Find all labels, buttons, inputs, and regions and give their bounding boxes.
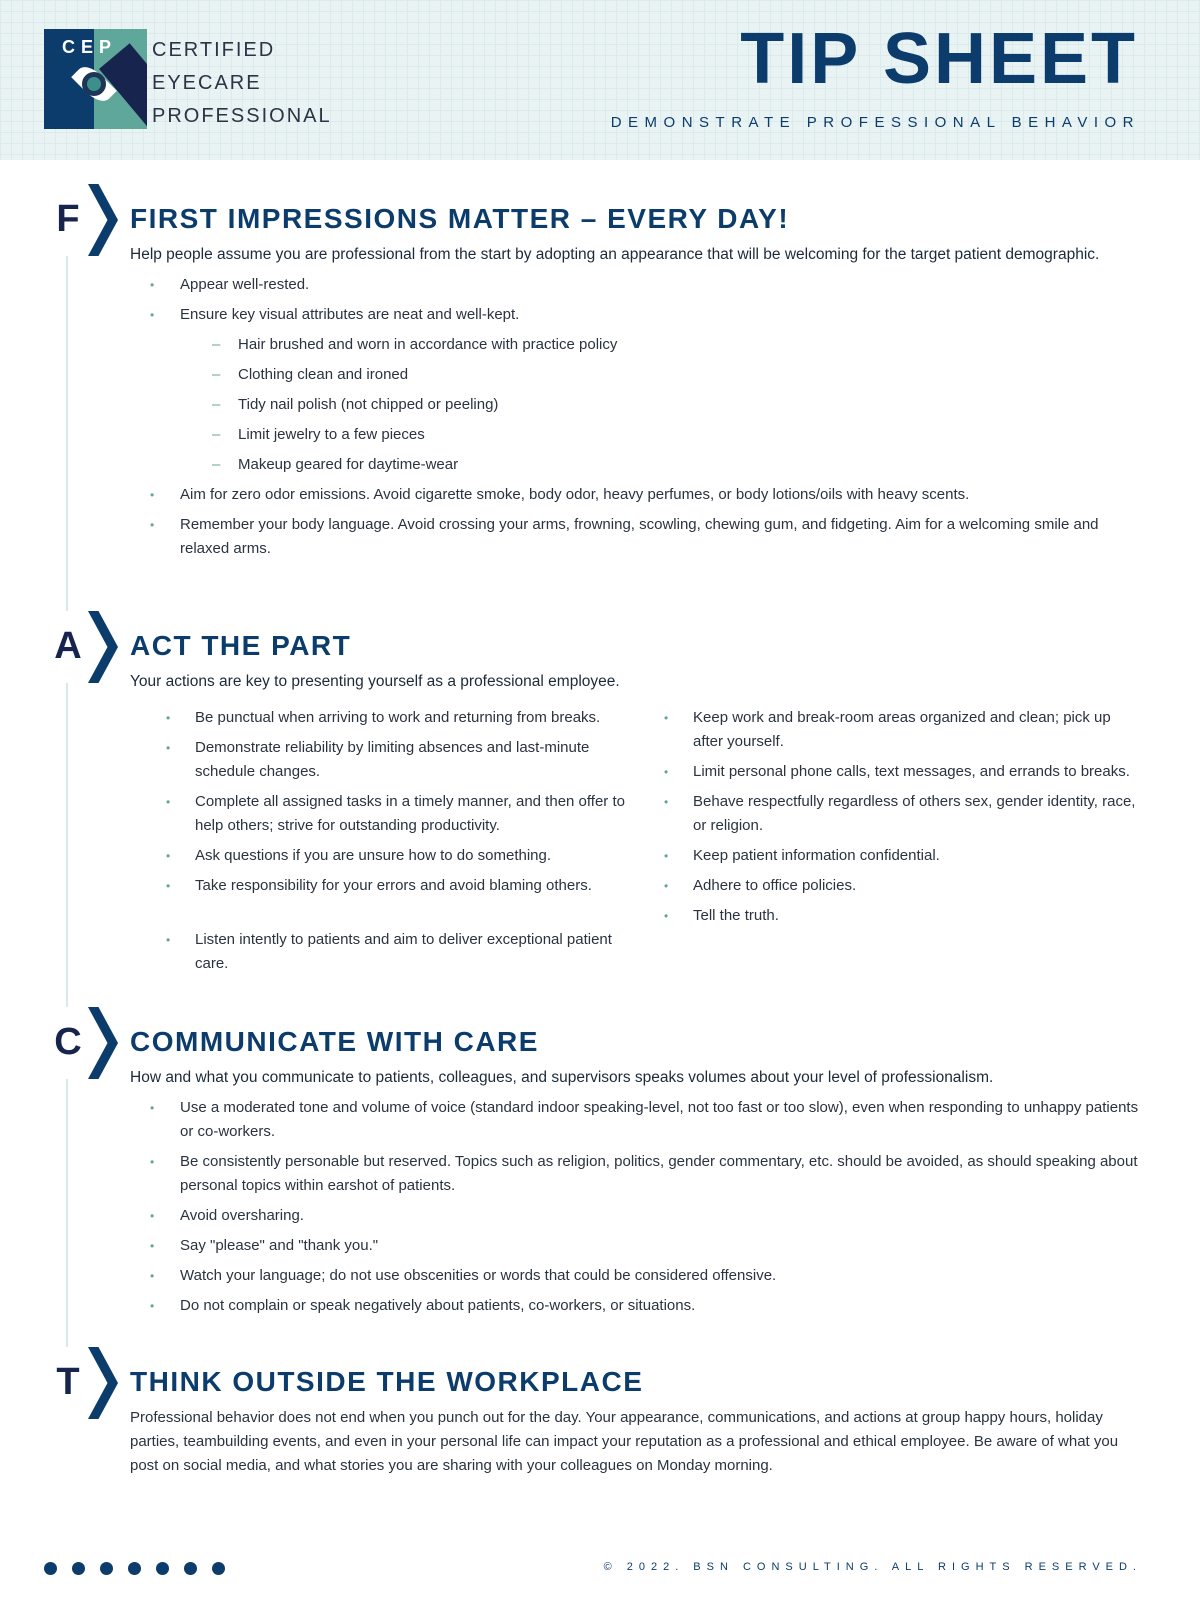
list-item: • Appear well-rested.	[130, 273, 1140, 297]
logo-line: CERTIFIED	[152, 39, 276, 61]
decorative-dots	[44, 1562, 225, 1575]
section-title: COMMUNICATE WITH CARE	[130, 1026, 539, 1057]
list-item: • Avoid oversharing.	[130, 1204, 1140, 1228]
list-item: • Remember your body language. Avoid crossing your arms, frowning, scowling, chewing gum, and fidgeting. Aim for a welcoming smile and relaxed arms.	[130, 513, 1140, 561]
list-item: • Keep work and break-room areas organized and clean; pick up after yourself.	[640, 706, 1140, 754]
list-item: • Demonstrate reliability by limiting absences and last-minute schedule changes.	[130, 736, 640, 784]
sub-list-item: – Makeup geared for daytime-wear	[130, 453, 1140, 477]
list-item: • Behave respectfully regardless of others sex, gender identity, race, or religion.	[640, 790, 1140, 838]
badge-letter: F	[56, 198, 80, 240]
sub-list-item: – Tidy nail polish (not chipped or peeling)	[130, 393, 1140, 417]
list-item: • Ask questions if you are unsure how to do something.	[130, 844, 640, 868]
cep-logo	[44, 29, 147, 129]
sub-list-item: – Limit jewelry to a few pieces	[130, 423, 1140, 447]
section-act-the-part	[130, 630, 1140, 982]
copyright: © 2022. BSN CONSULTING. ALL RIGHTS RESERVED.	[603, 1561, 1142, 1573]
section-intro: Your actions are key to presenting yourself as a professional employee.	[130, 673, 620, 690]
list-item: • Limit personal phone calls, text messages, and errands to breaks.	[640, 760, 1140, 784]
section-communicate	[130, 1026, 1140, 1324]
page-title: TIP SHEET	[740, 19, 1138, 99]
list-item: • Be punctual when arriving to work and returning from breaks.	[130, 706, 640, 730]
badge-letter: A	[54, 625, 82, 667]
page-subtitle: DEMONSTRATE PROFESSIONAL BEHAVIOR	[610, 114, 1140, 131]
section-badge-a	[28, 607, 118, 687]
timeline-line	[66, 250, 68, 1400]
list-item: • Tell the truth.	[640, 904, 1140, 928]
badge-letter: C	[54, 1021, 82, 1063]
section-title: FIRST IMPRESSIONS MATTER – EVERY DAY!	[130, 203, 790, 234]
list-item: • Ensure key visual attributes are neat and well-kept.	[130, 303, 1140, 327]
list-item: • Say "please" and "thank you."	[130, 1234, 1140, 1258]
badge-letter: T	[56, 1361, 80, 1403]
list-item: • Watch your language; do not use obscenities or words that could be considered offensive.	[130, 1264, 1140, 1288]
section-intro: Help people assume you are professional from the start by adopting an appearance that will be welcoming for the target patient demographic.	[130, 246, 1100, 263]
list-item: • Complete all assigned tasks in a timely manner, and then offer to help others; strive for outstanding productivity.	[130, 790, 640, 838]
section-title: ACT THE PART	[130, 630, 352, 661]
list-item: • Aim for zero odor emissions. Avoid cigarette smoke, body odor, heavy perfumes, or body lotions/oils with heavy scents.	[130, 483, 1140, 507]
section-badge-t	[28, 1343, 118, 1423]
list-item: • Use a moderated tone and volume of voice (standard indoor speaking-level, not too fast or too slow), even when responding to unhappy patients or co-workers.	[130, 1096, 1140, 1144]
section-badge-f	[28, 180, 118, 260]
section-badge-c	[28, 1003, 118, 1083]
logo-text	[152, 34, 332, 133]
list-item: • Take responsibility for your errors and avoid blaming others.	[130, 874, 640, 898]
list-item: • Be consistently personable but reserved. Topics such as religion, politics, gender commentary, etc. should be avoided, as should speaking about personal topics within earshot of patients.	[130, 1150, 1140, 1198]
logo-abbr: CEP	[62, 37, 118, 57]
section-title: THINK OUTSIDE THE WORKPLACE	[130, 1366, 644, 1397]
list-item: • Listen intently to patients and aim to deliver exceptional patient care.	[130, 928, 640, 976]
section-outside-workplace	[130, 1366, 1140, 1478]
sub-list-item: – Clothing clean and ironed	[130, 363, 1140, 387]
header-banner	[0, 0, 1200, 160]
list-item: • Do not complain or speak negatively about patients, co-workers, or situations.	[130, 1294, 1140, 1318]
list-item: • Adhere to office policies.	[640, 874, 1140, 898]
section-first-impressions	[130, 203, 1140, 567]
section-body: Professional behavior does not end when you punch out for the day. Your appearance, communications, and actions at group happy hours, holiday parties, teambuilding events, and even in your personal life can impact your reputation as a professional and ethical employee. Be aware of what you post on social media, and what stories you are sharing with your colleagues on Monday morning.	[130, 1409, 1119, 1474]
logo-line: PROFESSIONAL	[152, 105, 332, 127]
logo-line: EYECARE	[152, 72, 262, 94]
section-intro: How and what you communicate to patients, colleagues, and supervisors speaks volumes about your level of professionalism.	[130, 1069, 994, 1086]
sub-list-item: – Hair brushed and worn in accordance with practice policy	[130, 333, 1140, 357]
list-item: • Keep patient information confidential.	[640, 844, 1140, 868]
